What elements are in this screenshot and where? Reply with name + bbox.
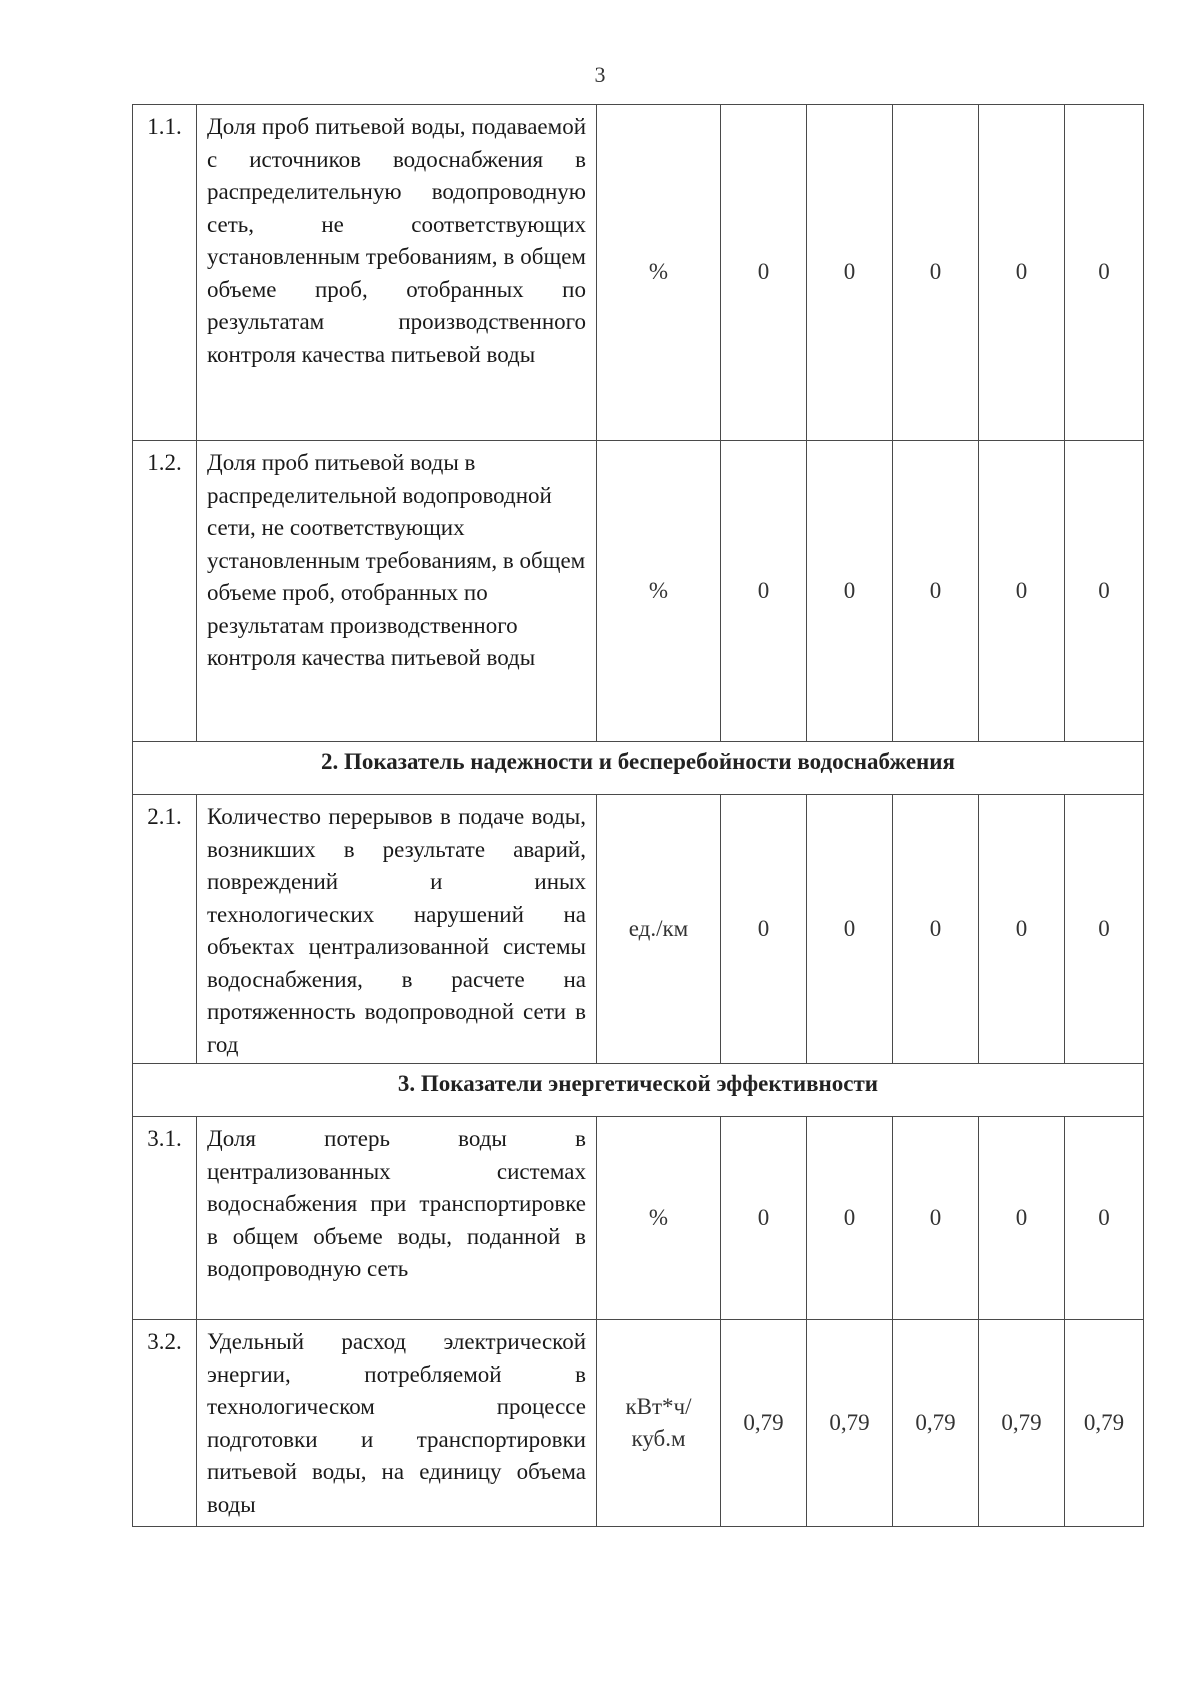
- row-value: 0: [1098, 259, 1110, 285]
- row-value: 0: [807, 795, 893, 1063]
- row-number: 1.2.: [133, 441, 197, 741]
- row-unit: ед./км: [597, 795, 721, 1063]
- row-value: 0: [979, 105, 1065, 440]
- row-value: 0: [979, 441, 1065, 741]
- row-unit: кВт*ч/ куб.м: [597, 1320, 721, 1526]
- row-value: 0,79: [721, 1320, 807, 1526]
- row-value: 0: [807, 105, 893, 440]
- row-value: 0: [1098, 1204, 1110, 1230]
- row-description: Количество перерывов в подаче воды, возникших в результате аварий, повреждений и иных технологических нарушений на объектах централизованной системы водоснабжения, в расчете на протяженность водопроводной сети в год: [197, 795, 597, 1063]
- row-value: 0: [893, 1117, 979, 1319]
- row-number: 3.2.: [133, 1320, 197, 1526]
- row-value: 0,79: [1083, 1409, 1125, 1435]
- row-value: 0: [807, 441, 893, 741]
- row-value: 0: [721, 441, 807, 741]
- page-number: 3: [594, 62, 606, 87]
- row-value: 0: [807, 1117, 893, 1319]
- section-heading: 2. Показатель надежности и бесперебойности водоснабжения: [133, 742, 1143, 795]
- row-value: 0: [893, 441, 979, 741]
- indicators-table: [132, 104, 1144, 1527]
- row-value: 0: [979, 1117, 1065, 1319]
- row-value: 0: [893, 105, 979, 440]
- row-value: 0: [721, 795, 807, 1063]
- table-row: [133, 795, 1143, 1064]
- table-row: [133, 1117, 1143, 1320]
- row-unit: %: [597, 1117, 721, 1319]
- row-value: 0: [721, 1117, 807, 1319]
- row-number: 3.1.: [133, 1117, 197, 1319]
- row-value: 0: [1098, 915, 1110, 941]
- row-number: 1.1.: [133, 105, 197, 440]
- row-description: Удельный расход электрической энергии, потребляемой в технологическом процессе подготовки и транспортировки питьевой воды, на единицу объема воды: [197, 1320, 597, 1526]
- table-row: [133, 441, 1143, 742]
- row-description: Доля проб питьевой воды в распределительной водопроводной сети, не соответствующих установленным требованиям, в общем объеме проб, отобранных по результатам производственного контроля качества питьевой воды: [197, 441, 597, 741]
- table-row: [133, 105, 1143, 441]
- table-row: [133, 1320, 1143, 1527]
- row-description: Доля потерь воды в централизованных системах водоснабжения при транспортировке в общем объеме воды, поданной в водопроводную сеть: [197, 1117, 597, 1319]
- row-value: 0: [893, 795, 979, 1063]
- row-value: 0,79: [893, 1320, 979, 1526]
- row-description: Доля проб питьевой воды, подаваемой с источников водоснабжения в распределительную водопроводную сеть, не соответствующих установленным требованиям, в общем объеме проб, отобранных по результатам производственного контроля качества питьевой воды: [197, 105, 597, 440]
- row-unit: %: [597, 105, 721, 440]
- section-heading: 3. Показатели энергетической эффективности: [133, 1064, 1143, 1117]
- row-number: 2.1.: [133, 795, 197, 1063]
- row-unit: %: [597, 441, 721, 741]
- row-value: 0: [721, 105, 807, 440]
- row-value: 0: [979, 795, 1065, 1063]
- row-value: 0: [1098, 577, 1110, 603]
- row-value: 0,79: [979, 1320, 1065, 1526]
- row-value: 0,79: [807, 1320, 893, 1526]
